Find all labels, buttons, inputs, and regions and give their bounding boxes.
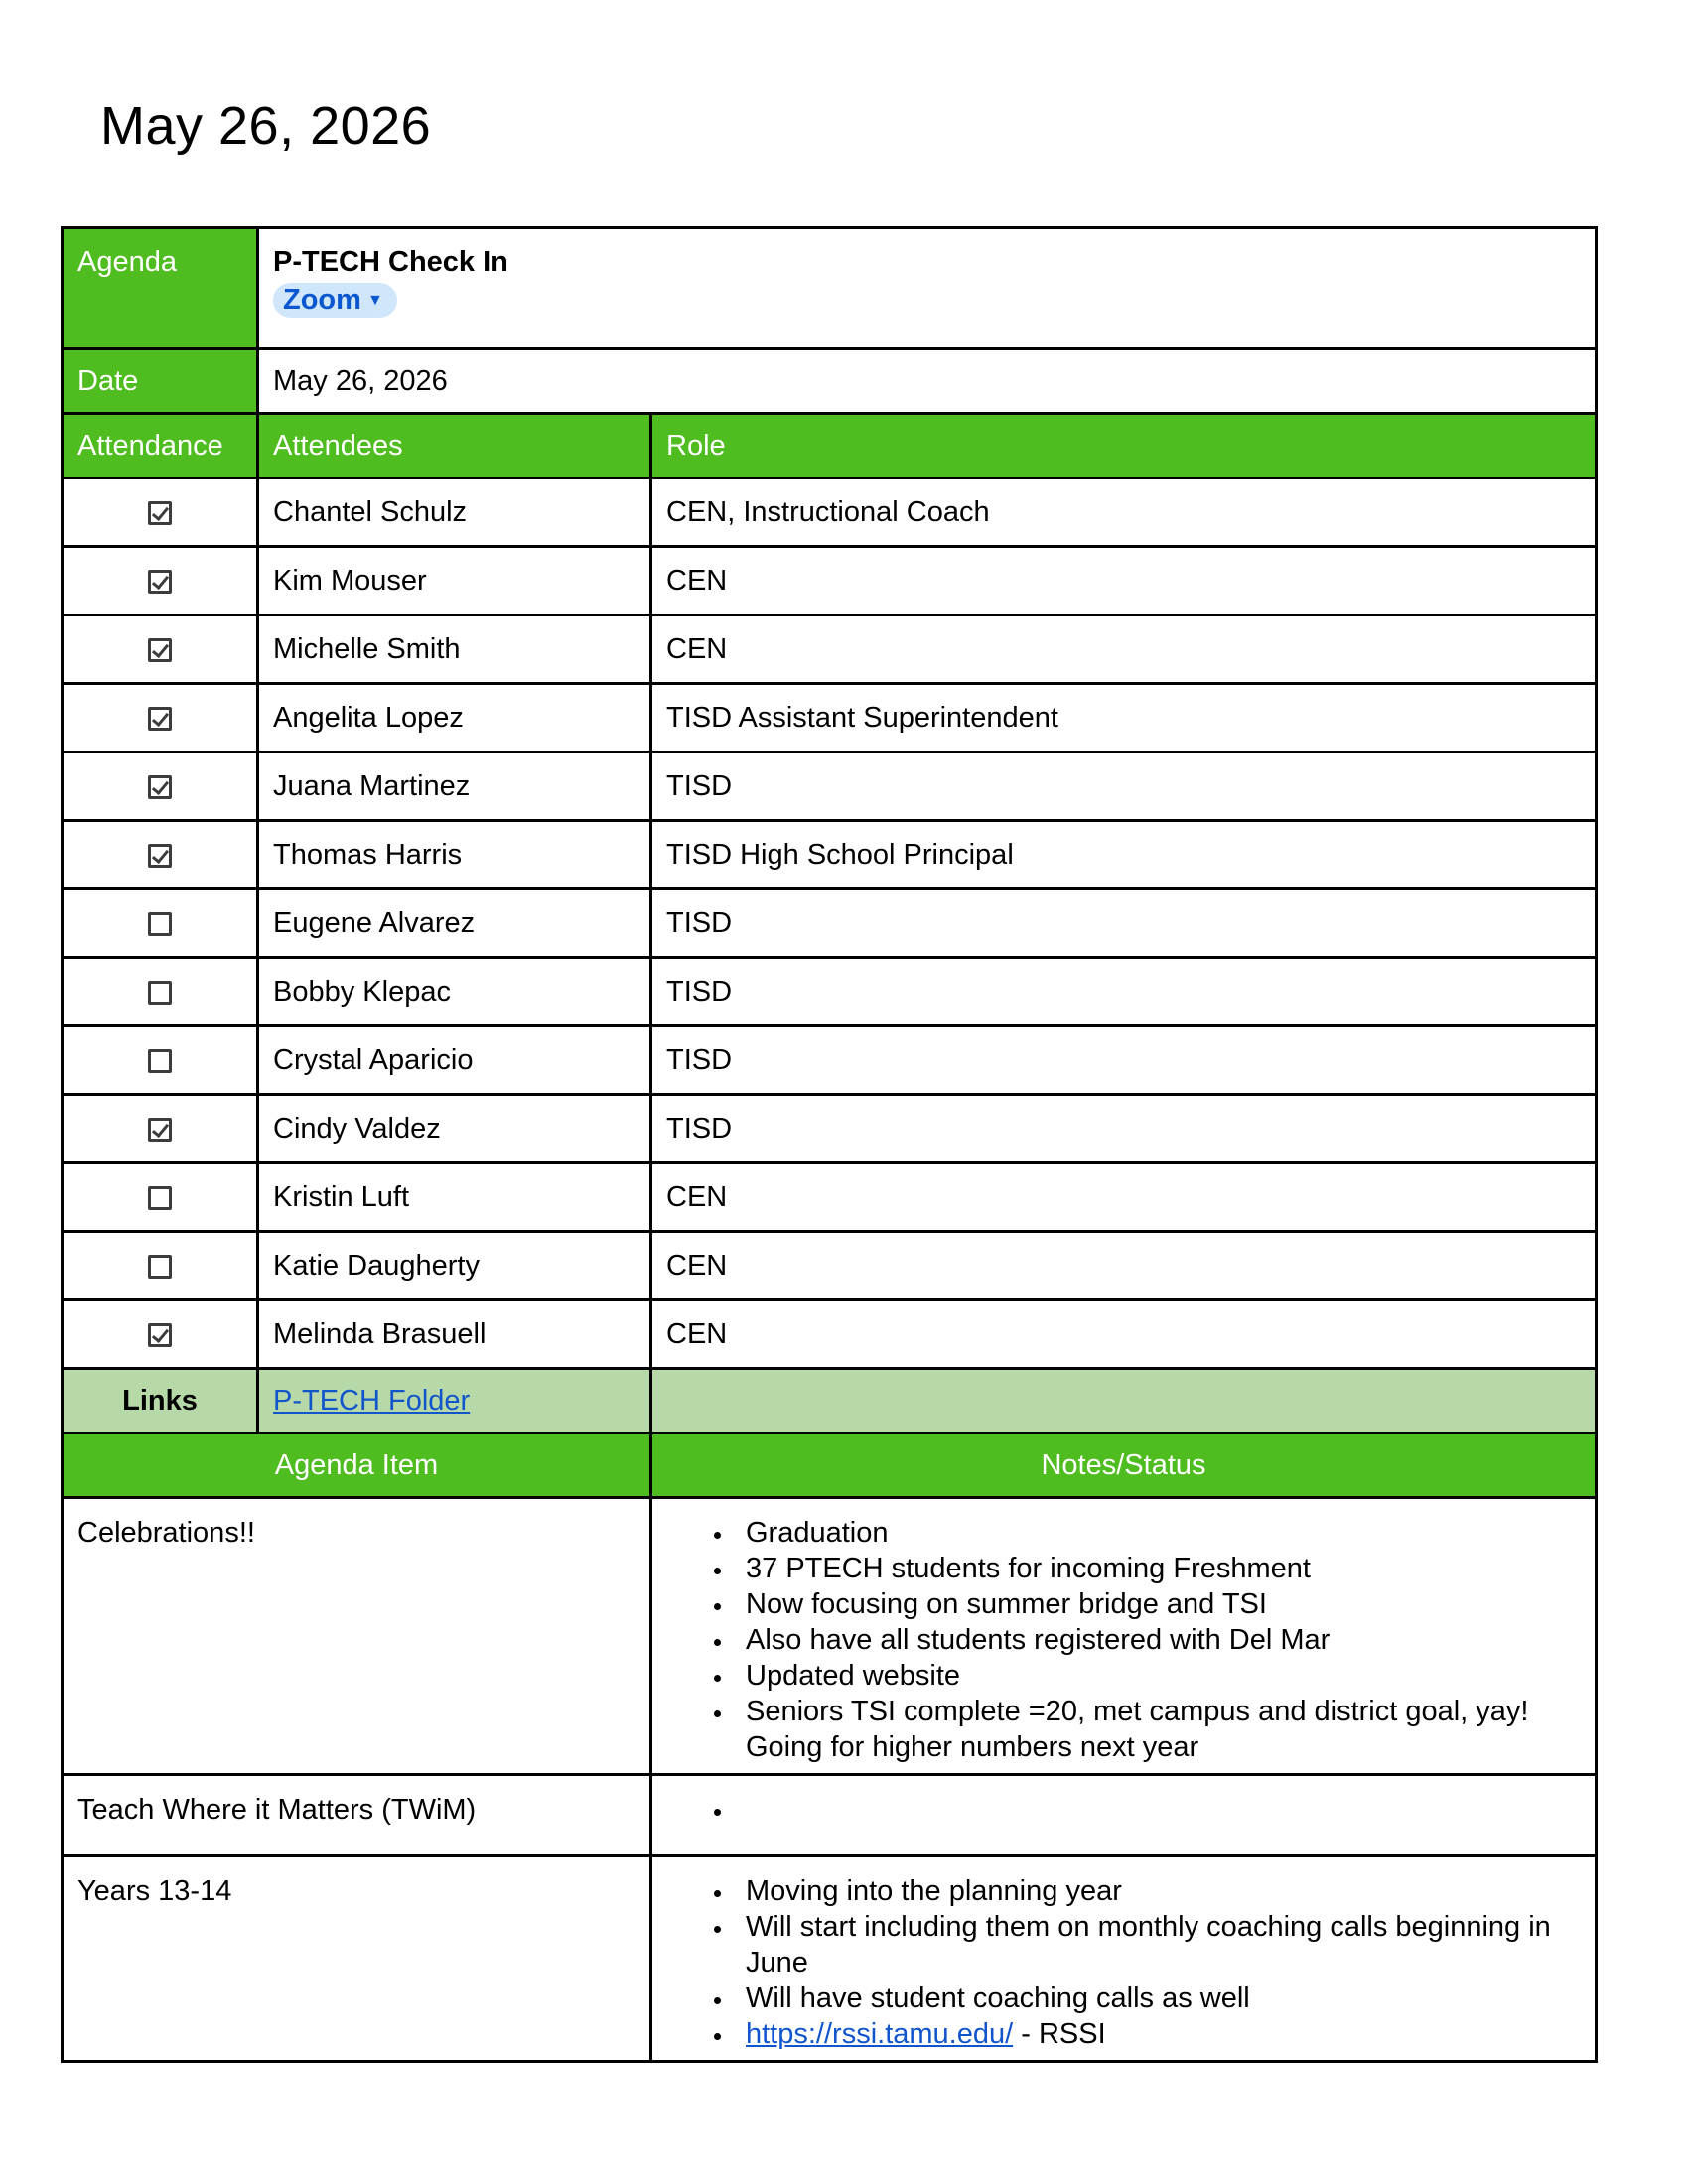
unchecked-checkbox[interactable] — [148, 981, 172, 1005]
attendee-role: CEN — [651, 1163, 1597, 1232]
checked-checkbox[interactable] — [148, 844, 172, 868]
checked-checkbox[interactable] — [148, 638, 172, 662]
links-row — [63, 1369, 1597, 1433]
attendee-row — [63, 547, 1597, 615]
note-item: • Will have student coaching calls as well — [734, 1980, 1581, 2016]
attendee-role: TISD High School Principal — [651, 821, 1597, 889]
attendees-column-header: Attendees — [258, 414, 651, 478]
attendance-checkbox-cell — [63, 889, 258, 958]
attendee-role: TISD — [651, 752, 1597, 821]
attendee-row — [63, 958, 1597, 1026]
attendee-name: Michelle Smith — [258, 615, 651, 684]
note-item: • Moving into the planning year — [734, 1873, 1581, 1909]
attendee-role: CEN — [651, 1300, 1597, 1369]
agenda-item-title: Years 13-14 — [63, 1856, 651, 2062]
attendance-checkbox-cell — [63, 684, 258, 752]
agenda-label: Agenda — [63, 228, 258, 349]
notes-list — [666, 1873, 1581, 2052]
checked-checkbox[interactable] — [148, 1118, 172, 1142]
checked-checkbox[interactable] — [148, 707, 172, 731]
attendee-role: TISD — [651, 958, 1597, 1026]
notes-list — [666, 1515, 1581, 1765]
attendee-row — [63, 1163, 1597, 1232]
attendance-checkbox-cell — [63, 547, 258, 615]
unchecked-checkbox[interactable] — [148, 1255, 172, 1279]
attendee-row — [63, 478, 1597, 547]
meeting-table — [61, 226, 1598, 2063]
agenda-item-row — [63, 1856, 1597, 2062]
attendee-role: CEN, Instructional Coach — [651, 478, 1597, 547]
agenda-item-notes — [651, 1775, 1597, 1856]
agenda-item-column-header: Agenda Item — [63, 1433, 651, 1498]
attendee-role: CEN — [651, 547, 1597, 615]
rssi-link[interactable]: https://rssi.tamu.edu/ — [746, 2018, 1014, 2050]
attendee-name: Cindy Valdez — [258, 1095, 651, 1163]
attendance-checkbox-cell — [63, 821, 258, 889]
note-item: • 37 PTECH students for incoming Freshment — [734, 1551, 1581, 1586]
agenda-title: P-TECH Check In — [273, 246, 508, 278]
attendee-name: Kristin Luft — [258, 1163, 651, 1232]
chevron-down-icon: ▼ — [366, 292, 383, 310]
attendee-name: Melinda Brasuell — [258, 1300, 651, 1369]
notes-column-header: Notes/Status — [651, 1433, 1597, 1498]
unchecked-checkbox[interactable] — [148, 912, 172, 936]
links-cell — [258, 1369, 651, 1433]
attendee-name: Kim Mouser — [258, 547, 651, 615]
note-item: • Also have all students registered with Del Mar — [734, 1622, 1581, 1658]
attendee-role: TISD Assistant Superintendent — [651, 684, 1597, 752]
date-value: May 26, 2026 — [258, 349, 1597, 414]
attendee-row — [63, 1095, 1597, 1163]
note-item: • Updated website — [734, 1658, 1581, 1694]
links-empty-cell — [651, 1369, 1597, 1433]
attendee-name: Bobby Klepac — [258, 958, 651, 1026]
agenda-row — [63, 228, 1597, 349]
rssi-suffix: - RSSI — [1013, 2018, 1106, 2050]
agenda-title-cell — [258, 228, 1597, 349]
attendee-role: TISD — [651, 1026, 1597, 1095]
agenda-items-header-row — [63, 1433, 1597, 1498]
attendance-checkbox-cell — [63, 1095, 258, 1163]
attendee-name: Thomas Harris — [258, 821, 651, 889]
attendee-name: Crystal Aparicio — [258, 1026, 651, 1095]
notes-list — [666, 1792, 1581, 1828]
zoom-chip[interactable] — [273, 283, 397, 318]
agenda-item-title: Celebrations!! — [63, 1498, 651, 1775]
attendee-role: TISD — [651, 889, 1597, 958]
checked-checkbox[interactable] — [148, 1323, 172, 1347]
attendee-role: TISD — [651, 1095, 1597, 1163]
checked-checkbox[interactable] — [148, 570, 172, 594]
role-column-header: Role — [651, 414, 1597, 478]
attendance-checkbox-cell — [63, 1026, 258, 1095]
agenda-item-notes — [651, 1498, 1597, 1775]
attendance-header-row — [63, 414, 1597, 478]
agenda-item-row — [63, 1498, 1597, 1775]
note-item: • Now focusing on summer bridge and TSI — [734, 1586, 1581, 1622]
attendance-checkbox-cell — [63, 1163, 258, 1232]
attendance-checkbox-cell — [63, 752, 258, 821]
agenda-item-row — [63, 1775, 1597, 1856]
attendee-row — [63, 821, 1597, 889]
attendee-row — [63, 752, 1597, 821]
agenda-item-title: Teach Where it Matters (TWiM) — [63, 1775, 651, 1856]
note-item — [734, 2016, 1581, 2052]
attendee-name: Chantel Schulz — [258, 478, 651, 547]
checked-checkbox[interactable] — [148, 775, 172, 799]
attendee-name: Angelita Lopez — [258, 684, 651, 752]
links-label: Links — [63, 1369, 258, 1433]
attendance-checkbox-cell — [63, 1232, 258, 1300]
attendee-role: CEN — [651, 1232, 1597, 1300]
attendee-row — [63, 1300, 1597, 1369]
zoom-chip-label: Zoom — [283, 284, 361, 316]
attendee-row — [63, 684, 1597, 752]
ptech-folder-link[interactable]: P-TECH Folder — [273, 1384, 471, 1417]
attendance-checkbox-cell — [63, 958, 258, 1026]
attendance-column-header: Attendance — [63, 414, 258, 478]
agenda-item-notes — [651, 1856, 1597, 2062]
unchecked-checkbox[interactable] — [148, 1186, 172, 1210]
attendance-checkbox-cell — [63, 1300, 258, 1369]
note-item: • Will start including them on monthly coaching calls beginning in June — [734, 1909, 1581, 1980]
date-row — [63, 349, 1597, 414]
attendee-name: Juana Martinez — [258, 752, 651, 821]
attendee-role: CEN — [651, 615, 1597, 684]
attendee-row — [63, 1026, 1597, 1095]
attendee-row — [63, 889, 1597, 958]
attendance-checkbox-cell — [63, 478, 258, 547]
date-label: Date — [63, 349, 258, 414]
checked-checkbox[interactable] — [148, 501, 172, 525]
unchecked-checkbox[interactable] — [148, 1049, 172, 1073]
note-item — [734, 1792, 1581, 1828]
attendance-checkbox-cell — [63, 615, 258, 684]
note-item: • Seniors TSI complete =20, met campus and district goal, yay! Going for higher numbers next year — [734, 1694, 1581, 1765]
attendee-name: Eugene Alvarez — [258, 889, 651, 958]
attendee-row — [63, 615, 1597, 684]
attendee-name: Katie Daugherty — [258, 1232, 651, 1300]
note-item: • Graduation — [734, 1515, 1581, 1551]
attendee-row — [63, 1232, 1597, 1300]
page-title: May 26, 2026 — [100, 96, 432, 156]
